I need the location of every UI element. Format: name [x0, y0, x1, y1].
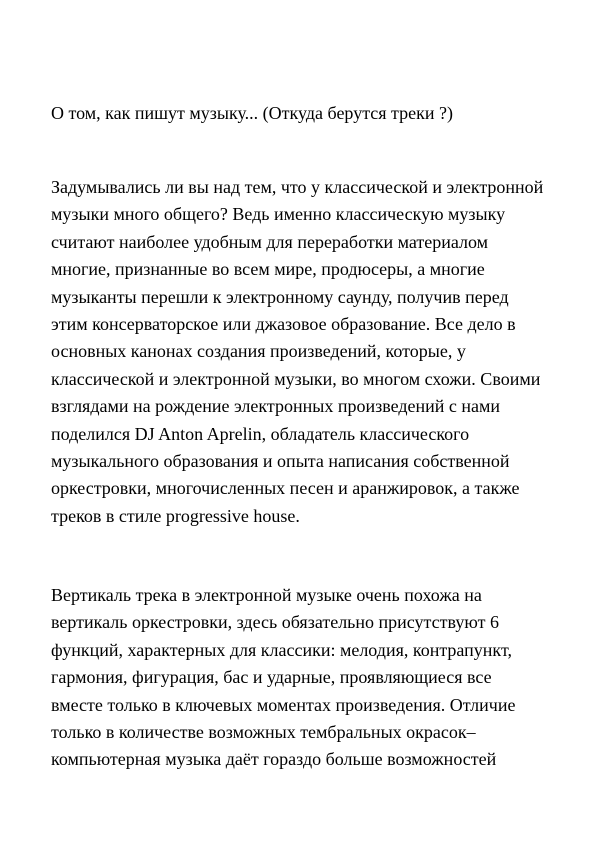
text-line: музыки много общего? Ведь именно классическую музыку	[51, 204, 506, 225]
text-line: считают наиболее удобным для переработки материалом	[51, 231, 489, 252]
text-line: компьютерная музыка даёт гораздо больше возможностей	[51, 749, 497, 770]
text-line: вертикаль оркестровки, здесь обязательно присутствуют 6	[51, 612, 499, 633]
text-line: Задумывались ли вы над тем, что у классической и электронной	[51, 177, 544, 197]
text-line: многие, признанные во всем мире, продюсеры, а многие	[51, 259, 485, 280]
text-line: оркестровки, многочисленных песен и аранжировок, а также	[51, 478, 520, 499]
paragraph-1	[51, 174, 543, 530]
text-line: вместе только в ключевых моментах произведения. Отличие	[51, 694, 516, 715]
text-line: только в количестве возможных тембральных окрасок–	[51, 722, 476, 743]
text-line: поделился DJ Anton Aprelin, обладатель классического	[51, 423, 470, 444]
text-line: треков в стиле progressive house.	[51, 505, 300, 526]
text-line: музыкального образования и опыта написания собственной	[51, 451, 510, 472]
text-line: Вертикаль трека в электронной музыке очень похожа на	[51, 585, 482, 605]
text-line: основных канонах создания произведений, которые, у	[51, 341, 466, 362]
paragraph-2	[51, 582, 515, 774]
text-line: взглядами на рождение электронных произведений с нами	[51, 396, 501, 417]
text-line: этим консерваторское или джазовое образование. Все дело в	[51, 314, 516, 335]
text-line: музыканты перешли к электронному саунду, получив перед	[51, 286, 509, 307]
text-line: гармония, фигурация, бас и ударные, проявляющиеся все	[51, 667, 492, 688]
text-line: классической и электронной музыки, во многом схожи. Своими	[51, 368, 541, 389]
document-title: О том, как пишут музыку... (Откуда берутся треки ?)	[51, 103, 453, 123]
text-line: функций, характерных для классики: мелодия, контрапункт,	[51, 639, 512, 660]
